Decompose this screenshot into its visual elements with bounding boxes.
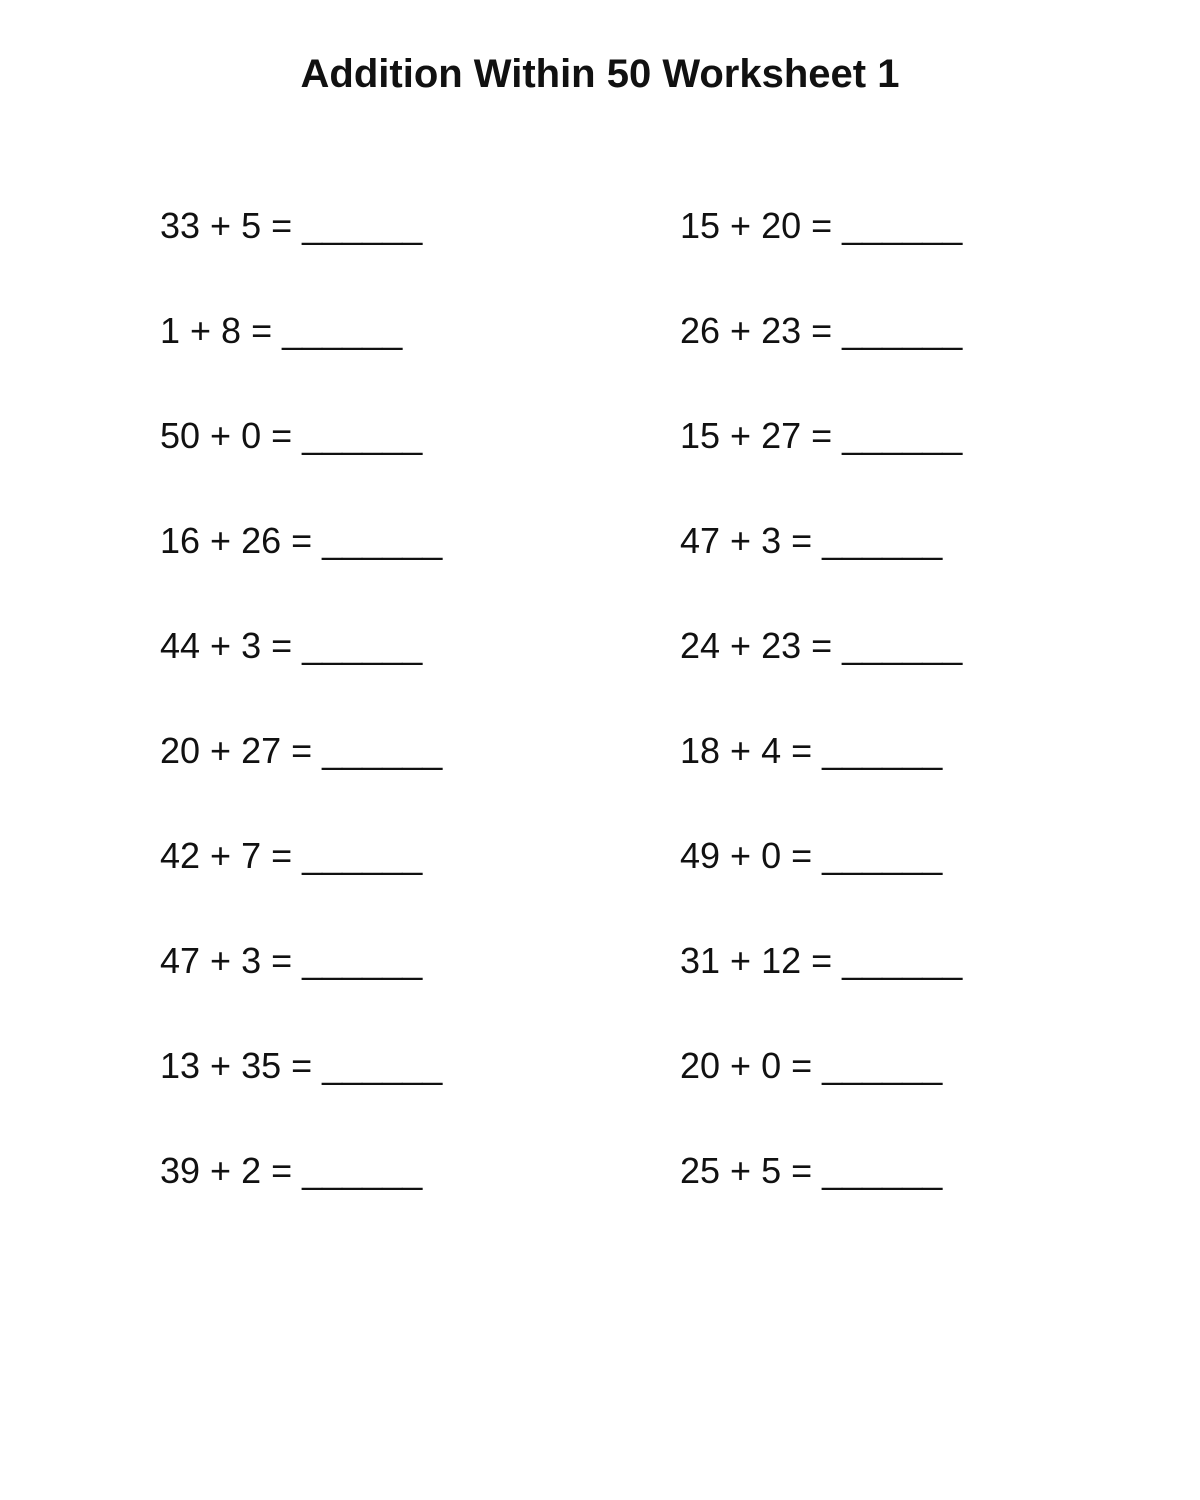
problem-item: 18 + 4 = ______	[680, 730, 943, 771]
problem-item: 15 + 20 = ______	[680, 205, 963, 246]
problem-item: 31 + 12 = ______	[680, 940, 963, 981]
problem-item: 50 + 0 = ______	[160, 415, 423, 456]
problem-item: 20 + 0 = ______	[680, 1045, 943, 1086]
problem-item: 20 + 27 = ______	[160, 730, 443, 771]
problem-item: 47 + 3 = ______	[680, 520, 943, 561]
problem-item: 25 + 5 = ______	[680, 1150, 943, 1191]
problems-right-column	[680, 202, 962, 1252]
problem-item: 1 + 8 = ______	[160, 310, 403, 351]
problem-item: 16 + 26 = ______	[160, 520, 443, 561]
problem-item: 42 + 7 = ______	[160, 835, 423, 876]
problem-item: 39 + 2 = ______	[160, 1150, 423, 1191]
problem-item: 13 + 35 = ______	[160, 1045, 443, 1086]
problems-left-column	[160, 202, 442, 1252]
problem-item: 24 + 23 = ______	[680, 625, 963, 666]
problem-item: 44 + 3 = ______	[160, 625, 423, 666]
problem-item: 49 + 0 = ______	[680, 835, 943, 876]
problem-item: 33 + 5 = ______	[160, 205, 423, 246]
worksheet-title: Addition Within 50 Worksheet 1	[300, 52, 900, 96]
problem-item: 47 + 3 = ______	[160, 940, 423, 981]
problem-item: 15 + 27 = ______	[680, 415, 963, 456]
problem-item: 26 + 23 = ______	[680, 310, 963, 351]
